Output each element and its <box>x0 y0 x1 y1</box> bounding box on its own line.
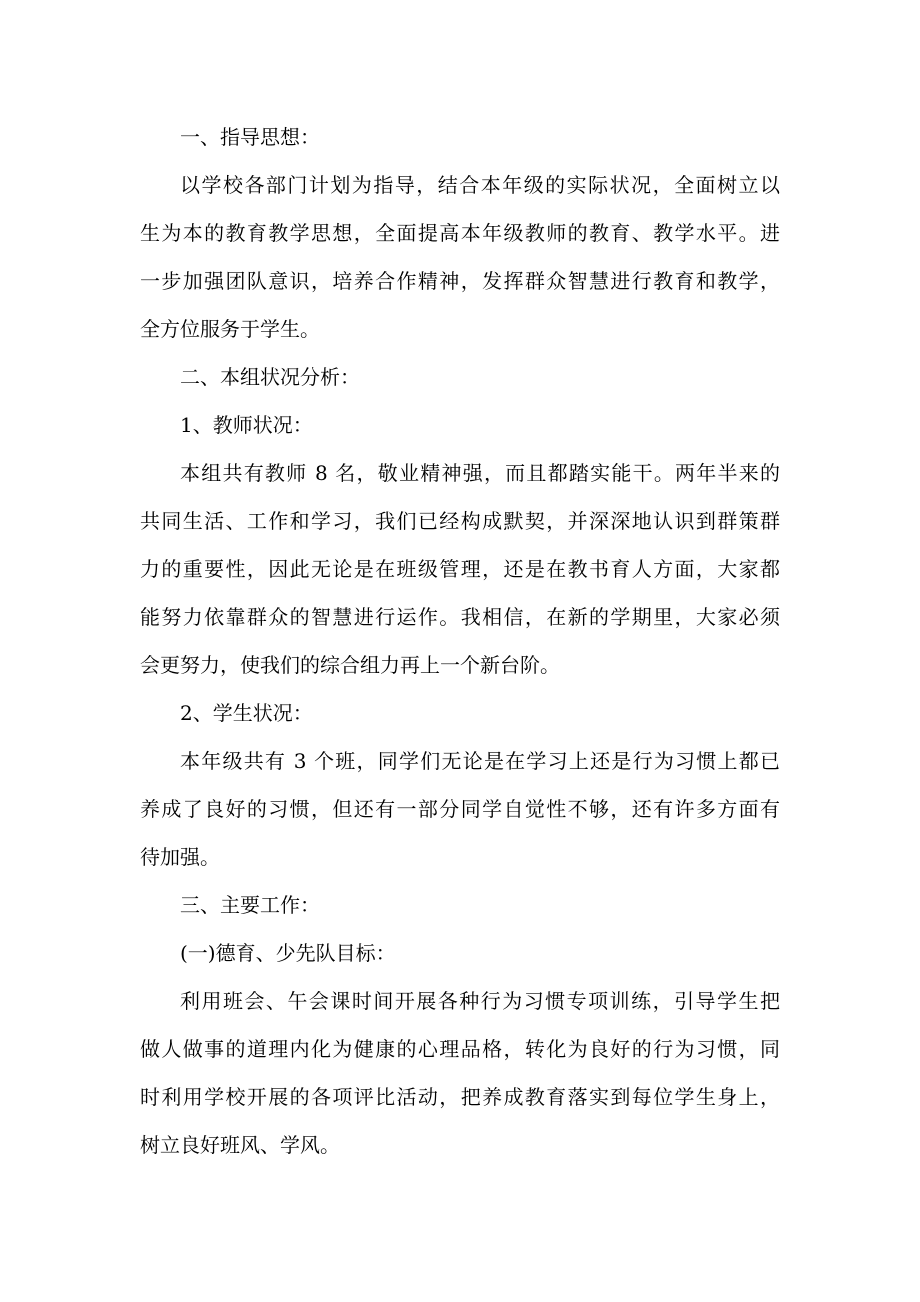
subsection-heading-moral-education: (一)德育、少先队目标： <box>180 941 396 965</box>
paragraph-line: 生为本的教育教学思想，全面提高本年级教师的教育、教学水平。进 <box>140 221 780 245</box>
subsection-heading-teachers: 1、教师状况： <box>180 413 313 437</box>
paragraph-line: 力的重要性，因此无论是在班级管理，还是在教书育人方面，大家都 <box>140 557 780 581</box>
paragraph-line: 以学校各部门计划为指导，结合本年级的实际状况，全面树立以 <box>180 173 780 197</box>
paragraph-line: 做人做事的道理内化为健康的心理品格，转化为良好的行为习惯，同 <box>140 1037 780 1061</box>
paragraph-line: 能努力依靠群众的智慧进行运作。我相信，在新的学期里，大家必须 <box>140 605 780 629</box>
paragraph-line: 时利用学校开展的各项评比活动，把养成教育落实到每位学生身上， <box>140 1085 780 1109</box>
section-heading-guiding-ideology: 一、指导思想： <box>180 125 320 149</box>
document-body <box>140 113 780 1169</box>
paragraph-line: 待加强。 <box>140 845 220 869</box>
section-heading-main-work: 三、主要工作： <box>180 893 320 917</box>
section-heading-group-analysis: 二、本组状况分析： <box>180 365 360 389</box>
paragraph-line: 养成了良好的习惯，但还有一部分同学自觉性不够，还有许多方面有 <box>140 797 780 821</box>
subsection-heading-students: 2、学生状况： <box>180 701 313 725</box>
paragraph-line: 共同生活、工作和学习，我们已经构成默契，并深深地认识到群策群 <box>140 509 780 533</box>
paragraph-line: 全方位服务于学生。 <box>140 317 320 341</box>
paragraph-line: 一步加强团队意识，培养合作精神，发挥群众智慧进行教育和教学， <box>140 269 780 293</box>
paragraph-line: 会更努力，使我们的综合组力再上一个新台阶。 <box>140 653 560 677</box>
paragraph-line: 树立良好班风、学风。 <box>140 1133 340 1157</box>
paragraph-line: 利用班会、午会课时间开展各种行为习惯专项训练，引导学生把 <box>180 989 780 1013</box>
paragraph-line: 本组共有教师 8 名，敬业精神强，而且都踏实能干。两年半来的 <box>180 461 780 485</box>
paragraph-line: 本年级共有 3 个班，同学们无论是在学习上还是行为习惯上都已 <box>180 749 780 773</box>
